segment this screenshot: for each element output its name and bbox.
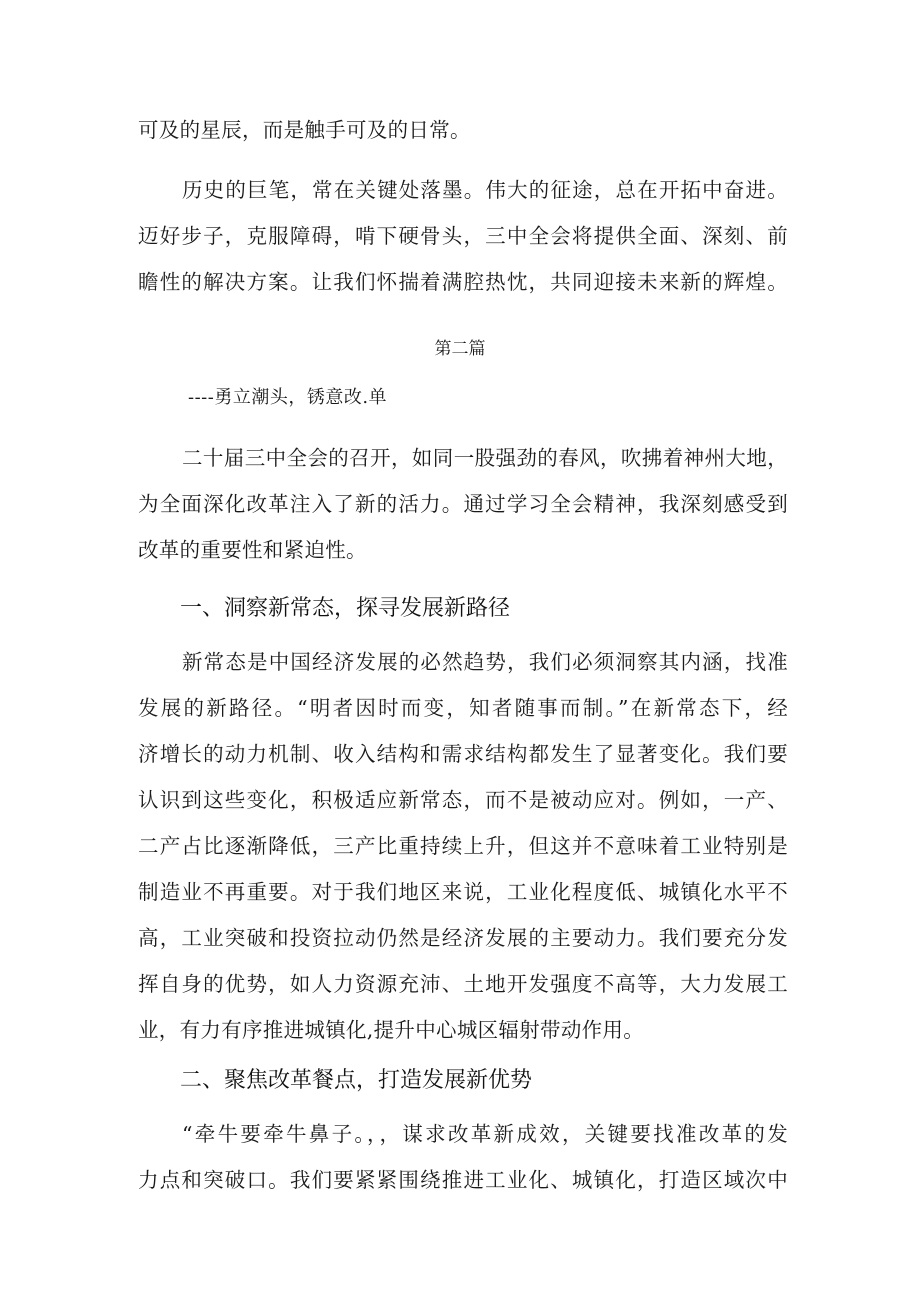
paragraph-line: 认识到这些变化，积极适应新常态，而不是被动应对。例如，一产、 [138, 788, 788, 812]
chapter-subtitle: ----勇立潮头，锈意改.单 [188, 387, 388, 408]
paragraph-line: 力点和突破口。我们要紧紧围绕推进工业化、城镇化，打造区域次中 [138, 1168, 788, 1192]
paragraph-line: 二十届三中全会的召开，如同一股强劲的春风，吹拂着神州大地， [182, 446, 788, 470]
paragraph-line: 为全面深化改革注入了新的活力。通过学习全会精神，我深刻感受到 [138, 492, 788, 516]
paragraph-line: 济增长的动力机制、收入结构和需求结构都发生了显著变化。我们要 [138, 742, 788, 766]
section-heading: 二、聚焦改革餐点，打造发展新优势 [180, 1068, 533, 1093]
paragraph-line: 新常态是中国经济发展的必然趋势，我们必须洞察其内涵，找准 [182, 650, 788, 674]
paragraph-line: 二产占比逐渐降低，三产比重持续上升，但这并不意味着工业特别是 [138, 834, 788, 858]
paragraph-line: 挥自身的优势，如人力资源充沛、土地开发强度不高等，大力发展工 [138, 972, 788, 996]
chapter-title: 第二篇 [434, 339, 486, 359]
paragraph-line: 改革的重要性和紧迫性。 [138, 538, 367, 562]
paragraph-line: 迈好步子，克服障碍，啃下硬骨头，三中全会将提供全面、深刻、前 [138, 224, 788, 248]
paragraph-line: 高，工业突破和投资拉动仍然是经济发展的主要动力。我们要充分发 [138, 926, 788, 950]
paragraph-line: 历史的巨笔，常在关键处落墨。伟大的征途，总在开拓中奋进。 [182, 178, 788, 202]
paragraph-line: 瞻性的解决方案。让我们怀揣着满腔热忱，共同迎接未来新的辉煌。 [138, 270, 788, 294]
paragraph-line: 可及的星辰，而是触手可及的日常。 [138, 118, 471, 142]
section-heading: 一、洞察新常态，探寻发展新路径 [180, 596, 511, 621]
paragraph-line: 制造业不再重要。对于我们地区来说，工业化程度低、城镇化水平不 [138, 880, 788, 904]
paragraph-line: 业，有力有序推进城镇化,提升中心城区辐射带动作用。 [138, 1018, 645, 1042]
paragraph-line: “牵牛要牵牛鼻子。，，谋求改革新成效，关键要找准改革的发 [182, 1122, 788, 1146]
paragraph-line: 发展的新路径。“明者因时而变，知者随事而制。”在新常态下，经 [138, 696, 788, 720]
